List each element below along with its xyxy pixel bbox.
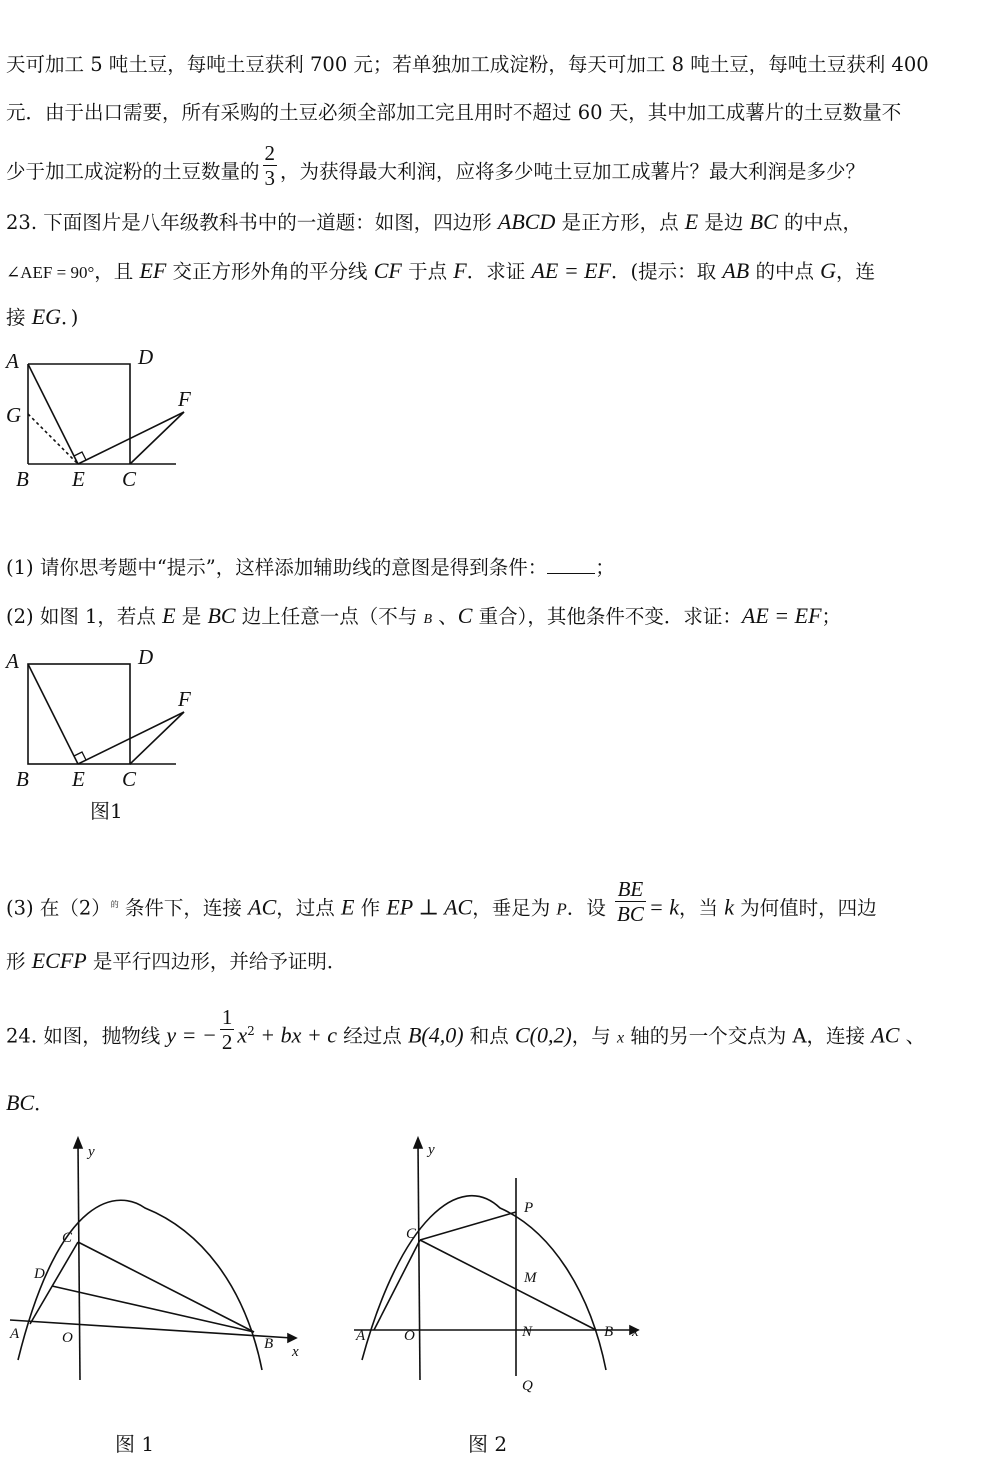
q23-line1: 23. 下面图片是八年级教科书中的一道题：如图，四边形 ABCD 是正方形，点 E 是边 BC 的中点， xyxy=(6,209,862,234)
q23-line2: ∠AEF = 90°，且 EF 交正方形外角的平分线 CF 于点 F．求证 AE = EF．(提示：取 AB 的中点 G，连 xyxy=(6,258,876,283)
label-q: Q xyxy=(522,1378,533,1394)
label-b: B xyxy=(604,1324,614,1340)
q23-part1: (1) 请你思考题中“提示”，这样添加辅助线的意图是得到条件： ； xyxy=(6,556,615,579)
label-c: C xyxy=(122,767,137,791)
line-ac xyxy=(374,1240,420,1330)
label-c: C xyxy=(122,467,137,491)
label-a: A xyxy=(6,649,19,673)
label-b: B xyxy=(264,1336,274,1352)
line-cb xyxy=(78,1242,254,1332)
y-axis xyxy=(78,1144,80,1380)
label-d: D xyxy=(138,345,154,369)
label-f: F xyxy=(178,387,191,411)
label-a: A xyxy=(6,349,19,373)
label-c: C xyxy=(406,1226,417,1242)
label-c: C xyxy=(62,1230,73,1246)
q24-line2: BC． xyxy=(6,1090,54,1115)
label-b: B xyxy=(16,767,29,791)
q23-figure xyxy=(0,340,220,500)
q23-part3: (3) 在$(2)^的$ 条件下，连接 AC，过点 E 作 EP ⊥ AC，垂足为 P．设 $\frac{BE}{BC}$ = k，当 k 为何值时，四边 xyxy=(6,876,877,926)
label-d: D xyxy=(34,1266,45,1282)
label-y: y xyxy=(88,1144,95,1160)
label-o: O xyxy=(404,1328,415,1344)
fraction-one-half: $\frac{1}{2}$ xyxy=(221,1004,233,1054)
line-cb xyxy=(420,1240,596,1330)
label-n: N xyxy=(522,1324,533,1340)
label-x: x xyxy=(292,1344,299,1360)
q24-figure-1 xyxy=(0,1130,320,1390)
label-g: G xyxy=(6,403,22,427)
q22-line3: 少于加工成淀粉的土豆数量的 $\frac{2}{3}$ ，为获得最大利润，应将多少吨土豆加工成薯片？最大利润是多少？ xyxy=(6,141,866,190)
q24-figure-2 xyxy=(350,1130,670,1394)
y-axis xyxy=(418,1144,420,1380)
q24-figure-2-caption: 图 2 xyxy=(468,1432,508,1456)
line-ae xyxy=(28,664,78,764)
y-axis-arrow xyxy=(414,1138,422,1148)
label-o: O xyxy=(62,1330,73,1346)
label-p: P xyxy=(524,1200,534,1216)
q22-line2: 元．由于出口需要，所有采购的土豆必须全部加工完且用时不超过 60 天，其中加工成薯片的土豆数量不 xyxy=(6,101,902,124)
label-a: A xyxy=(10,1326,20,1342)
line-cp xyxy=(420,1212,516,1240)
label-d: D xyxy=(138,645,154,669)
line-cf xyxy=(130,712,184,764)
fraction-two-thirds: $\frac{2}{3}$ xyxy=(264,141,276,190)
q24-figure-1-caption: 图 1 xyxy=(115,1432,155,1456)
label-y: y xyxy=(428,1142,435,1158)
label-e: E xyxy=(72,767,85,791)
q24-line1: 24. 如图，抛物线 y = − $\frac{1}{2}$ $x^2$ + bx + c 经过点 B(4,0) 和点 C(0,2)，与 x 轴的另一个交点为 A，连接 AC 、 xyxy=(6,1004,926,1054)
q22-line1: 天可加工 5 吨土豆，每吨土豆获利 700 元；若单独加工成淀粉，每天可加工 8 吨土豆，每吨土豆获利 400 xyxy=(6,53,929,76)
line-ac xyxy=(30,1242,78,1324)
square-abcd xyxy=(28,664,130,764)
line-ge xyxy=(28,414,78,464)
line-ef xyxy=(78,712,184,764)
parabola xyxy=(18,1200,262,1370)
y-axis-arrow xyxy=(74,1138,82,1148)
q23-figure-1 xyxy=(0,640,220,800)
line-cf xyxy=(130,412,184,464)
label-f: F xyxy=(178,687,191,711)
square-abcd xyxy=(28,364,130,464)
figure-1-caption: 图1 xyxy=(90,799,123,823)
fraction-be-bc: $\frac{BE}{BC}$ xyxy=(617,876,644,926)
label-b: B xyxy=(16,467,29,491)
label-e: E xyxy=(72,467,85,491)
x-axis-arrow xyxy=(288,1334,296,1342)
line-ae xyxy=(28,364,78,464)
line-ef xyxy=(78,412,184,464)
q23-part2: (2) 如图 1，若点 E 是 BC 边上任意一点（不与 B 、C 重合），其他条件不变．求证：AE = EF； xyxy=(6,603,842,628)
label-m: M xyxy=(524,1270,537,1286)
answer-blank xyxy=(547,555,595,574)
label-x: x xyxy=(632,1324,639,1340)
label-a: A xyxy=(356,1328,366,1344)
q23-part3-cont: 形 ECFP 是平行四边形，并给予证明． xyxy=(6,948,347,973)
q23-line3: 接 EG．) xyxy=(6,304,79,329)
